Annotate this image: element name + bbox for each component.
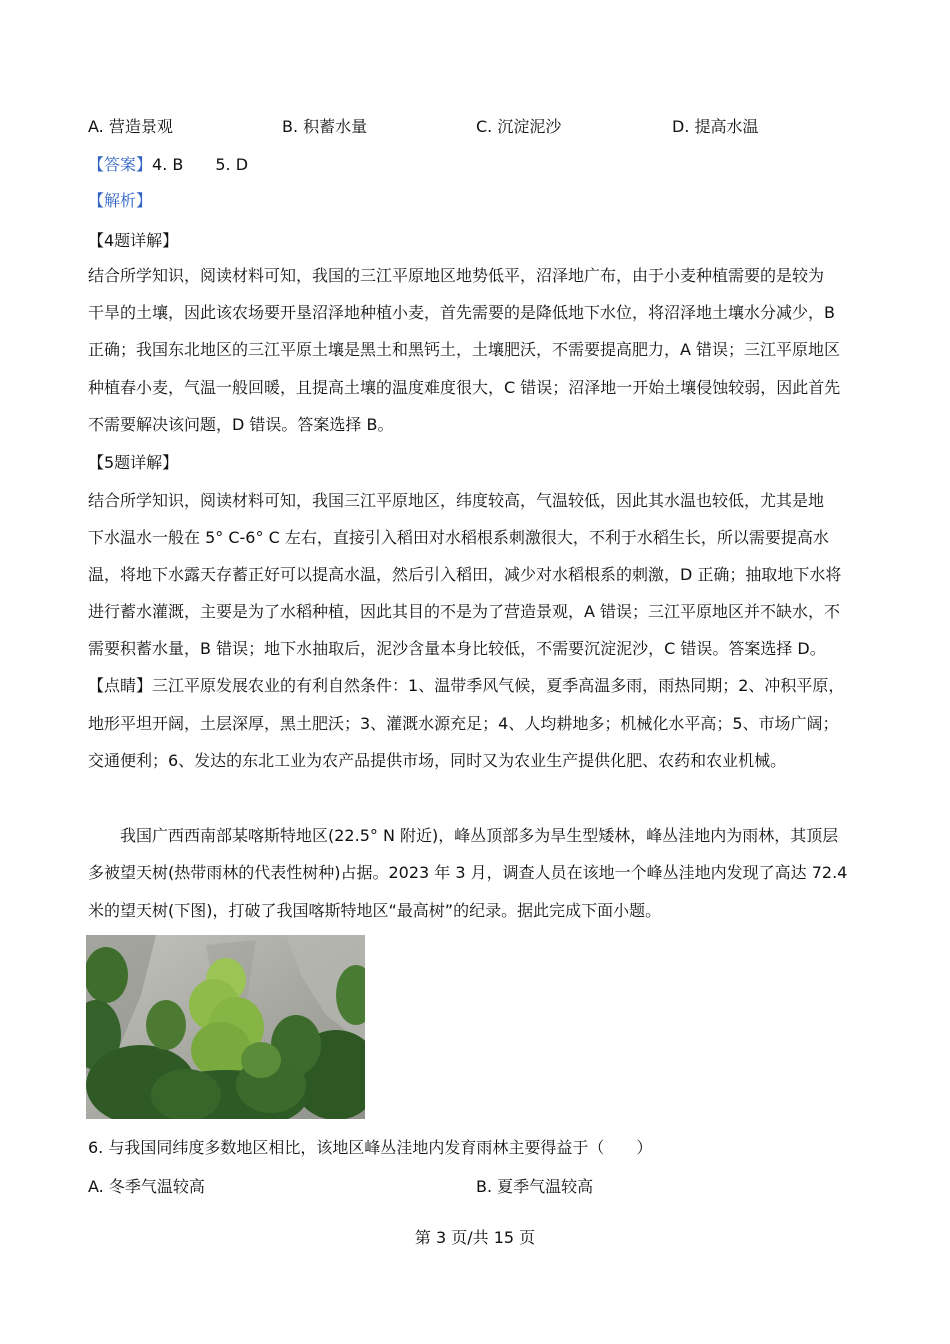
dianjing-line-1 — [88, 676, 844, 696]
option-b: B. 积蓄水量 — [282, 117, 368, 136]
karst-forest-photo — [86, 935, 365, 1119]
answer-line — [88, 155, 248, 175]
q5-line-5: 需要积蓄水量，B 错误；地下水抽取后，泥沙含量本身比较低，不需要沉淀泥沙，C 错误。答案选择 D。 — [88, 639, 826, 658]
q6-option-a: A. 冬季气温较高 — [88, 1177, 205, 1196]
material-line-1: 我国广西西南部某喀斯特地区(22.5° N 附近)，峰丛顶部多为旱生型矮林，峰丛洼地内为雨林，其顶层 — [120, 826, 839, 845]
q4-line-5: 不需要解决该问题，D 错误。答案选择 B。 — [88, 415, 394, 434]
q5-line-2: 下水温水一般在 5° C-6° C 左右，直接引入稻田对水稻根系刺激很大，不利于水稻生长，所以需要提高水 — [88, 528, 829, 547]
q4-line-3: 正确；我国东北地区的三江平原土壤是黑土和黑钙土，土壤肥沃，不需要提高肥力，A 错误；三江平原地区 — [88, 340, 841, 359]
q5-line-4: 进行蓄水灌溉，主要是为了水稻种植，因此其目的不是为了营造景观，A 错误；三江平原地区并不缺水，不 — [88, 602, 841, 621]
q6-option-b: B. 夏季气温较高 — [476, 1177, 594, 1196]
material-line-2: 多被望天树(热带雨林的代表性树种)占据。2023 年 3 月，调查人员在该地一个峰丛洼地内发现了高达 72.4 — [88, 863, 848, 882]
q5-line-1: 结合所学知识，阅读材料可知，我国三江平原地区，纬度较高，气温较低，因此其水温也较低，尤其是地 — [88, 491, 825, 510]
q4-line-1: 结合所学知识，阅读材料可知，我国的三江平原地区地势低平，沼泽地广布，由于小麦种植需要的是较为 — [88, 266, 825, 285]
q5-line-3: 温，将地下水露天存蓄正好可以提高水温，然后引入稻田，减少对水稻根系的刺激，D 正确；抽取地下水将 — [88, 565, 842, 584]
answer-text: 4. B 5. D — [152, 155, 249, 174]
dianjing-tag: 【点睛】 — [88, 676, 153, 695]
analysis-tag: 【解析】 — [88, 191, 153, 210]
q5-title: 【5题详解】 — [88, 453, 179, 472]
material-line-3: 米的望天树(下图)，打破了我国喀斯特地区“最高树”的纪录。据此完成下面小题。 — [88, 901, 662, 920]
q4-line-2: 干旱的土壤，因此该农场要开垦沼泽地种植小麦，首先需要的是降低地下水位，将沼泽地土壤水分减少，B — [88, 303, 835, 322]
dianjing-line-2: 地形平坦开阔，土层深厚，黑土肥沃；3、灌溉水源充足；4、人均耕地多；机械化水平高；5、市场广阔； — [88, 714, 839, 733]
q4-line-4: 种植春小麦，气温一般回暖，且提高土壤的温度难度很大，C 错误；沼泽地一开始土壤侵蚀较弱，因此首先 — [88, 378, 841, 397]
option-a: A. 营造景观 — [88, 117, 173, 136]
q4-title: 【4题详解】 — [88, 231, 179, 250]
page-footer: 第 3 页/共 15 页 — [414, 1228, 536, 1247]
q6-stem: 6. 与我国同纬度多数地区相比，该地区峰丛洼地内发育雨林主要得益于（ ） — [88, 1138, 653, 1157]
dianjing-line-3: 交通便利；6、发达的东北工业为农产品提供市场，同时又为农业生产提供化肥、农药和农业机械。 — [88, 751, 787, 770]
karst-forest-illustration — [86, 935, 365, 1119]
option-c: C. 沉淀泥沙 — [476, 117, 562, 136]
dianjing-text: 三江平原发展农业的有利自然条件：1、温带季风气候，夏季高温多雨，雨热同期；2、冲积平原， — [152, 676, 845, 695]
answer-tag: 【答案】 — [88, 155, 153, 174]
option-d: D. 提高水温 — [672, 117, 759, 136]
